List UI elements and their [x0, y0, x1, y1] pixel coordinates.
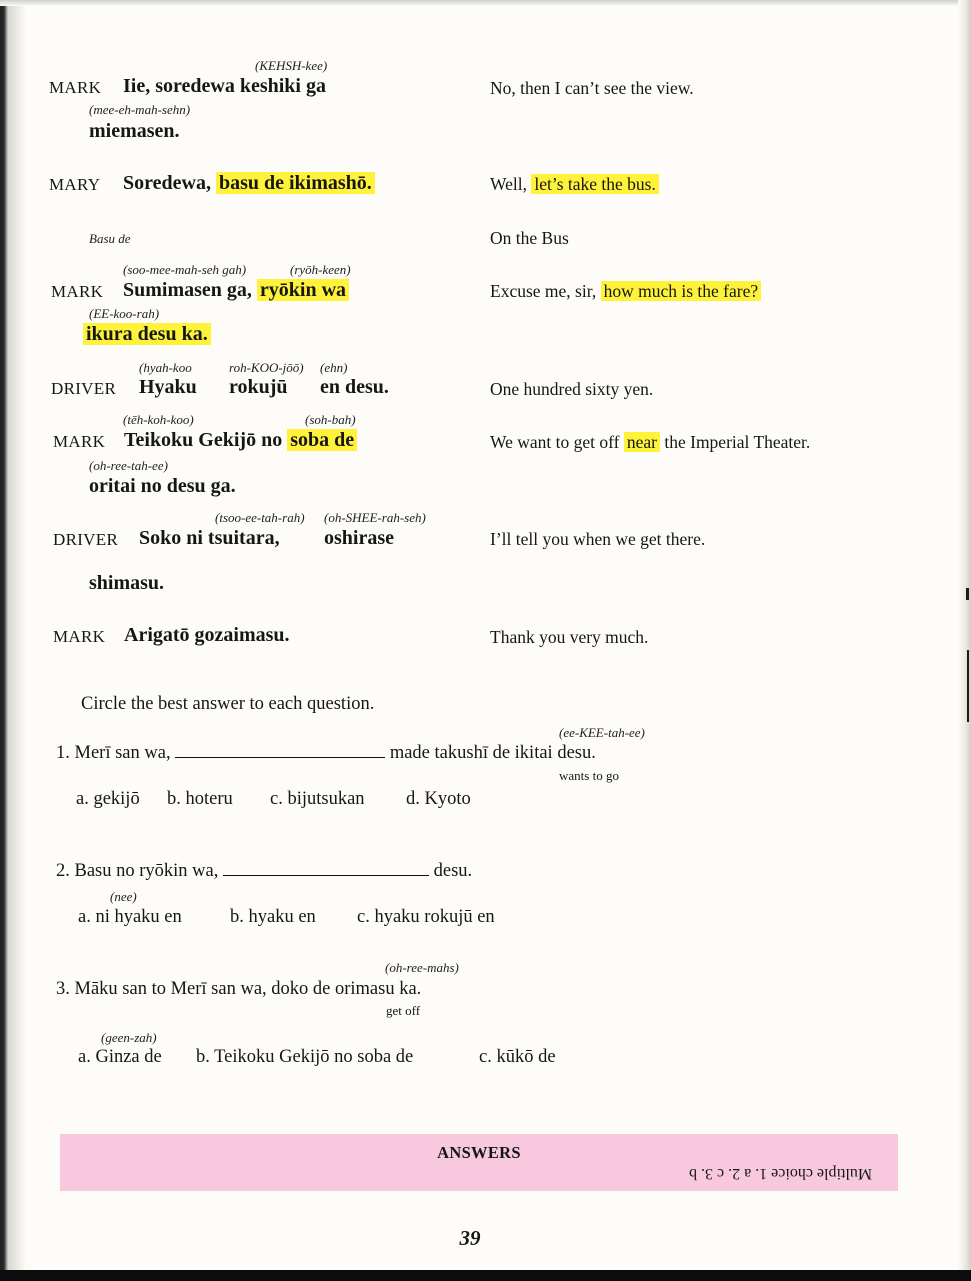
- english-translation: Thank you very much.: [490, 627, 649, 647]
- english-translation: Excuse me, sir, how much is the fare?: [490, 281, 761, 302]
- highlight: near: [624, 432, 660, 452]
- japanese-line: Teikoku Gekijō no soba de: [124, 429, 357, 452]
- gloss: get off: [386, 1003, 421, 1018]
- pronunciation: (geen-zah): [101, 1030, 157, 1045]
- japanese-line: Iie, soredewa keshiki ga: [123, 75, 326, 97]
- pronunciation: (ryōh-keen): [290, 262, 351, 277]
- option: c. kūkō de: [479, 1047, 556, 1067]
- english-translation: Well, let’s take the bus.: [490, 174, 659, 195]
- pronunciation: (ehn): [320, 360, 348, 375]
- japanese-line: oritai no desu ga.: [89, 475, 236, 497]
- page-edge-bottom: [0, 1270, 971, 1281]
- japanese-word: rokujū: [229, 376, 288, 398]
- scan-mark: [966, 588, 969, 600]
- pronunciation: (ee-KEE-tah-ee): [559, 725, 645, 740]
- pronunciation: (tēh-koh-koo): [123, 412, 194, 427]
- pronunciation: (mee-eh-mah-sehn): [89, 102, 191, 117]
- pronunciation: (oh-SHEE-rah-seh): [324, 510, 426, 525]
- option: c. hyaku rokujū en: [357, 907, 495, 927]
- page-edge-right: [958, 0, 971, 1281]
- english-translation: One hundred sixty yen.: [490, 379, 654, 399]
- answer-blank: [223, 875, 429, 876]
- pronunciation: roh-KOO-jōō): [229, 360, 304, 375]
- option: b. Teikoku Gekijō no soba de: [196, 1047, 414, 1067]
- answers-box: [60, 1134, 898, 1191]
- exercise-instruction: Circle the best answer to each question.: [81, 694, 375, 714]
- pronunciation: (soo-mee-mah-seh gah): [123, 262, 247, 277]
- japanese-line: Soko ni tsuitara,: [139, 527, 280, 549]
- speaker-label: DRIVER: [53, 530, 119, 549]
- pronunciation: (oh-ree-tah-ee): [89, 458, 168, 473]
- pronunciation: (soh-bah): [305, 412, 356, 427]
- english-translation: No, then I can’t see the view.: [490, 78, 694, 98]
- speaker-label: MARY: [49, 175, 101, 194]
- highlight: ikura desu ka.: [83, 323, 211, 345]
- page-number: 39: [459, 1226, 481, 1250]
- option: a. ni hyaku en: [78, 907, 182, 927]
- option: c. bijutsukan: [270, 789, 365, 809]
- highlight: let’s take the bus.: [531, 174, 659, 194]
- highlight: ryōkin wa: [257, 279, 349, 301]
- question-3: 3. Māku san to Merī san wa, doko de orimasu ka.: [56, 979, 422, 999]
- question-2: 2. Basu no ryōkin wa, desu.: [56, 861, 473, 881]
- highlight: soba de: [287, 429, 357, 451]
- japanese-word: Hyaku: [139, 376, 197, 398]
- option: d. Kyoto: [406, 789, 471, 809]
- japanese-line: Soredewa, basu de ikimashō.: [123, 172, 375, 195]
- answer-key-upside-down: Multiple choice 1. a 2. c 3. b: [688, 1165, 872, 1182]
- japanese-line: Sumimasen ga, ryōkin wa: [123, 279, 349, 302]
- english-translation: I’ll tell you when we get there.: [490, 529, 706, 549]
- option: a. Ginza de: [78, 1047, 162, 1067]
- japanese-line: oshirase: [324, 527, 394, 549]
- scene-title-english: On the Bus: [490, 228, 569, 248]
- page-edge-top: [0, 0, 971, 6]
- english-translation: We want to get off near the Imperial Theater.: [490, 432, 811, 452]
- japanese-line: shimasu.: [89, 572, 165, 594]
- speaker-label: DRIVER: [51, 379, 117, 398]
- speaker-label: MARK: [53, 627, 106, 646]
- speaker-label: MARK: [53, 432, 106, 451]
- pronunciation: (KEHSH-kee): [255, 58, 328, 73]
- pronunciation: (EE-koo-rah): [89, 306, 160, 321]
- speaker-label: MARK: [49, 78, 102, 97]
- option: a. gekijō: [76, 789, 140, 809]
- pronunciation: (hyah-koo: [139, 360, 192, 375]
- japanese-line: [83, 323, 211, 346]
- scan-mark: [967, 650, 969, 722]
- speaker-label: MARK: [51, 282, 104, 301]
- option: b. hyaku en: [230, 907, 316, 927]
- answers-title: ANSWERS: [437, 1143, 521, 1162]
- answer-blank: [175, 757, 385, 758]
- pronunciation: (tsoo-ee-tah-rah): [215, 510, 305, 525]
- gloss: wants to go: [559, 768, 619, 783]
- japanese-line: Arigatō gozaimasu.: [124, 624, 290, 646]
- highlight: how much is the fare?: [601, 281, 762, 301]
- question-1: 1. Merī san wa, made takushī de ikitai desu.: [56, 743, 596, 763]
- scene-title-japanese: Basu de: [89, 231, 131, 246]
- japanese-word: en desu.: [320, 376, 389, 398]
- pronunciation: (nee): [110, 889, 137, 904]
- japanese-line: miemasen.: [89, 120, 180, 142]
- option: b. hoteru: [167, 789, 233, 809]
- page-edge-left: [0, 0, 26, 1281]
- highlight: basu de ikimashō.: [216, 172, 375, 194]
- pronunciation: (oh-ree-mahs): [385, 960, 459, 975]
